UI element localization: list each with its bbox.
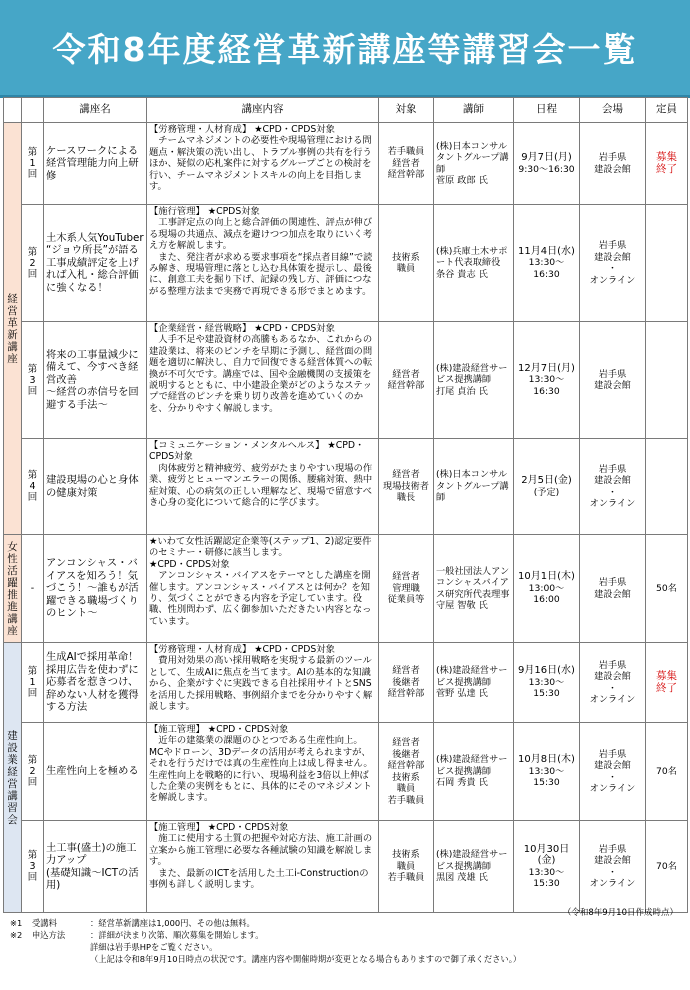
venue: 岩手県 建設会館 bbox=[580, 322, 646, 439]
category-label: 女性活躍推進講座 bbox=[7, 540, 18, 637]
content-category: 【コミュニケーション・メンタルヘルス】 ★CPD・CPDS対象 bbox=[149, 440, 365, 463]
content-description: 肉体疲労と精神疲労、疲労がたまりやすい現場の作業、疲労とヒューマンエラーの関係、腰痛対策、熱中症対策、心の病気の正しい理解など、現場で留意すべき心身の変化について総合的に学びます。 bbox=[149, 462, 373, 509]
note-fee: ※1 受講料 ：経営革新講座は1,000円、その他は無料。 bbox=[10, 918, 255, 928]
content-category: 【施工管理】 ★CPD・CPDS対象 bbox=[149, 822, 289, 833]
course-title: 建設現場の心と身体の健康対策 bbox=[44, 439, 147, 535]
session-number-text: - bbox=[30, 583, 35, 594]
category-cell bbox=[4, 643, 22, 913]
capacity: 募集 終了 bbox=[646, 123, 688, 205]
target-audience: 経営者 後継者 経営幹部 bbox=[379, 643, 434, 723]
category-cell bbox=[4, 123, 22, 535]
table-row bbox=[4, 123, 688, 205]
schedule bbox=[514, 821, 580, 913]
session-number-text: 第3回 bbox=[27, 363, 38, 397]
schedule bbox=[514, 205, 580, 322]
course-title: 生成AIで採用革命！採用広告を使わずに応募者を惹きつけ、辞めない人材を獲得する方法 bbox=[44, 643, 147, 723]
course-title: 将来の工事量減少に備えて、今すべき経営改善 ～経営の赤信号を回避する手法～ bbox=[44, 322, 147, 439]
table-row bbox=[4, 322, 688, 439]
table-row bbox=[4, 439, 688, 535]
target-audience: 経営者 経営幹部 bbox=[379, 322, 434, 439]
content-description: 人手不足や建設資材の高騰もあるなか、これからの建設業は、将来のピンチを早期に予測し、経営面の問題を適切に解決し、自力で回復できる経営体質への転換が不可欠です。講座では、国や金融機関の支援策を説明するとともに、中小建設企業がどのようなステップで経営のピンチを乗り切り改善を進めていくのかを、分かりやすく解説します。 bbox=[149, 334, 373, 414]
session-number bbox=[22, 535, 44, 643]
table-row bbox=[4, 205, 688, 322]
capacity: 70名 bbox=[646, 821, 688, 913]
header-target: 対象 bbox=[379, 98, 434, 123]
table-row bbox=[4, 723, 688, 821]
schedule-time: 13:30～16:30 bbox=[528, 257, 565, 280]
schedule bbox=[514, 322, 580, 439]
schedule-time: 13:30～15:30 bbox=[528, 676, 565, 700]
lecturer: (株)日本コンサルタントグループ講師 菅原 政郎 氏 bbox=[434, 123, 514, 205]
session-number-text: 第1回 bbox=[27, 147, 38, 180]
header-capacity: 定員 bbox=[646, 98, 688, 123]
note-hp: 詳細は岩手県HPをご覧ください。 bbox=[90, 942, 218, 952]
created-date-note: （令和8年9月10日作成時点） bbox=[562, 908, 678, 918]
target-audience: 経営者 後継者 経営幹部 技術系 職員 若手職員 bbox=[379, 723, 434, 821]
course-table bbox=[3, 97, 688, 913]
course-content bbox=[147, 723, 379, 821]
header-kai bbox=[22, 98, 44, 123]
lecturer: (株)日本コンサルタントグループ講師 bbox=[434, 439, 514, 535]
course-title: 生産性向上を極める bbox=[44, 723, 147, 821]
schedule bbox=[514, 643, 580, 723]
schedule-date: 9月7日(月) bbox=[521, 152, 572, 163]
content-category: 【企業経営・経営戦略】 ★CPD・CPDS対象 bbox=[149, 323, 335, 334]
session-number-text: 第4回 bbox=[27, 470, 38, 503]
header-category bbox=[4, 98, 22, 123]
schedule-time: 13:30～16:30 bbox=[528, 374, 565, 397]
session-number-text: 第2回 bbox=[27, 755, 38, 788]
lecturer: (株)建設経営サービス提携講師 黒図 茂雄 氏 bbox=[434, 821, 514, 913]
capacity: 70名 bbox=[646, 723, 688, 821]
header-venue: 会場 bbox=[580, 98, 646, 123]
target-audience: 技術系 職員 若手職員 bbox=[379, 821, 434, 913]
course-content bbox=[147, 205, 379, 322]
schedule-time: 13:30～15:30 bbox=[528, 765, 565, 789]
category-label: 建設業経営講習会 bbox=[7, 729, 18, 826]
capacity: 50名 bbox=[646, 535, 688, 643]
venue: 岩手県 建設会館 bbox=[580, 123, 646, 205]
header-lecturer: 講師 bbox=[434, 98, 514, 123]
schedule-date: 9月16日(水) bbox=[518, 665, 575, 677]
table-row bbox=[4, 535, 688, 643]
capacity: 募集 終了 bbox=[646, 643, 688, 723]
schedule-time: (予定) bbox=[533, 486, 560, 498]
session-number bbox=[22, 439, 44, 535]
course-title: アンコンシャス・バイアスを知ろう！気づこう！～誰もが活躍できる職場づくりのヒント～ bbox=[44, 535, 147, 643]
schedule bbox=[514, 123, 580, 205]
schedule-time: 13:30～15:30 bbox=[528, 866, 565, 889]
capacity bbox=[646, 205, 688, 322]
lecturer: (株)兵庫土木サポート代表取締役 条谷 貴志 氏 bbox=[434, 205, 514, 322]
schedule-date: 11月4日(水) bbox=[518, 245, 575, 257]
lecturer: (株)建設経営サービス提携講師 打尾 貞治 氏 bbox=[434, 322, 514, 439]
schedule-date: 2月5日(金) bbox=[521, 475, 572, 486]
venue: 岩手県 建設会館 ・ オンライン bbox=[580, 643, 646, 723]
schedule-date: 12月7日(月) bbox=[518, 362, 575, 374]
note-disclaimer: （上記は令和8年9月10日時点の状況です。講座内容や開催時期が変更となる場合もありますので御了承ください。） bbox=[90, 954, 522, 964]
session-number bbox=[22, 205, 44, 322]
lecturer: (株)建設経営サービス提携講師 石岡 秀貴 氏 bbox=[434, 723, 514, 821]
header-course-name: 講座名 bbox=[44, 98, 147, 123]
table-row bbox=[4, 821, 688, 913]
course-content bbox=[147, 821, 379, 913]
lecturer: (株)建設経営サービス提携講師 菅野 弘達 氏 bbox=[434, 643, 514, 723]
target-audience: 若手職員 経営者 経営幹部 bbox=[379, 123, 434, 205]
header-content: 講座内容 bbox=[147, 98, 379, 123]
venue: 岩手県 建設会館 ・ オンライン bbox=[580, 821, 646, 913]
category-label: 経営革新講座 bbox=[7, 292, 18, 365]
session-number-text: 第3回 bbox=[27, 850, 38, 883]
schedule bbox=[514, 723, 580, 821]
header-schedule: 日程 bbox=[514, 98, 580, 123]
session-number bbox=[22, 821, 44, 913]
target-audience: 経営者 現場技術者 職長 bbox=[379, 439, 434, 535]
course-content bbox=[147, 439, 379, 535]
venue: 岩手県 建設会館 ・ オンライン bbox=[580, 723, 646, 821]
course-title: ケースワークによる経営管理能力向上研修 bbox=[44, 123, 147, 205]
course-title: 土木系人気YouTuber “ジョウ所長”が語る 工事成績評定を上げれば入札・総合評価に強くなる！ bbox=[44, 205, 147, 322]
content-category: ★いわて女性活躍認定企業等(ステップ1、2)認定要件のセミナー・研修に該当します。 ★CPD・CPDS対象 bbox=[149, 536, 372, 570]
schedule bbox=[514, 535, 580, 643]
session-number bbox=[22, 322, 44, 439]
venue: 岩手県 建設会館 ・ オンライン bbox=[580, 205, 646, 322]
schedule bbox=[514, 439, 580, 535]
content-description: アンコンシャス・バイアスをテーマとした講座を開催します。アンコンシャス・バイアスとは何か？を知り、気づくことができる内容を予定しています。役職、性別問わず、広く御参加いただきたい内容となっています。 bbox=[149, 570, 372, 627]
category-cell bbox=[4, 535, 22, 643]
session-number-text: 第1回 bbox=[27, 666, 38, 699]
session-number-text: 第2回 bbox=[27, 246, 38, 280]
schedule-time: 13:00～16:00 bbox=[528, 582, 565, 606]
content-description: 費用対効果の高い採用戦略を実現する最新のツールとして、生成AIに焦点を当てます。AIの基本的な知識から、企業がすぐに実践できる自社採用サイトとSNSを活用した採用戦略、事例紹介までを分かりやすく解説します。 bbox=[149, 655, 373, 713]
session-number bbox=[22, 643, 44, 723]
target-audience: 技術系 職員 bbox=[379, 205, 434, 322]
table-row bbox=[4, 643, 688, 723]
content-category: 【労務管理・人材育成】 ★CPD・CPDS対象 bbox=[149, 644, 335, 655]
page-title: 令和8年度経営革新講座等講習会一覧 bbox=[52, 30, 638, 69]
footnotes bbox=[10, 905, 680, 965]
title-banner bbox=[0, 0, 690, 98]
content-description: 近年の建築業の課題のひとつである生産性向上。MCやドローン、3Dデータの活用が考えられますが、それを行うだけでは真の生産性向上は成し得ません。生産性向上を戦略的に行い、現場利益を3倍以上伸ばした企業の実例をもとに、具体的にそのマネジメントを解説します。 bbox=[149, 735, 373, 804]
lecturer: 一般社団法人アンコンシャスバイアス研究所代表理事 守屋 智敬 氏 bbox=[434, 535, 514, 643]
session-number bbox=[22, 123, 44, 205]
content-description: 工事評定点の向上と総合評価の関連性、評点が伸びる現場の共通点、減点を避けつつ加点を取りにいく考え方を解説します。 また、発注者が求める要求事項を“採点者目線”で読み解き、現場管理に落とし込む具体策を提示し、最後に、創意工夫を掘り下げ、記録の残し方、評価につながる整理方法まで実務で再現できる形でまとめます。 bbox=[149, 217, 373, 297]
session-number bbox=[22, 723, 44, 821]
content-category: 【施工管理】 ★CPD・CPDS対象 bbox=[149, 724, 289, 735]
content-category: 【施行管理】 ★CPDS対象 bbox=[149, 206, 260, 217]
course-content bbox=[147, 322, 379, 439]
venue: 岩手県 建設会館 bbox=[580, 535, 646, 643]
note-application: ※2 申込方法 ：詳細が決まり次第、順次募集を開始します。 bbox=[10, 930, 264, 940]
schedule-date: 10月1日(木) bbox=[518, 571, 575, 583]
course-content bbox=[147, 123, 379, 205]
content-description: チームマネジメントの必要性や現場管理における問題点・解決策の洗い出し、トラブル事例の共有を行うほか、疑似の応札案件に対するグループごとの検討を行い、チームマネジメントスキルの向上を目指します。 bbox=[149, 135, 372, 193]
table-header-row bbox=[4, 98, 688, 123]
schedule-date: 10月8日(木) bbox=[518, 754, 575, 766]
content-description: 施工に使用する土質の把握や対応方法、施工計画の立案から施工管理に必要な各種試験の知識を解説します。 また、最新のICTを活用した土工i-Constructionの事例も詳しく説明します。 bbox=[149, 833, 373, 891]
capacity bbox=[646, 322, 688, 439]
course-content bbox=[147, 643, 379, 723]
course-title: 土工事(盛土)の施工力アップ (基礎知識～ICTの活用) bbox=[44, 821, 147, 913]
schedule-time: 9:30～16:30 bbox=[518, 163, 575, 175]
venue: 岩手県 建設会館 ・ オンライン bbox=[580, 439, 646, 535]
capacity bbox=[646, 439, 688, 535]
course-content bbox=[147, 535, 379, 643]
target-audience: 経営者 管理職 従業員等 bbox=[379, 535, 434, 643]
schedule-date: 10月30日(金) bbox=[523, 843, 570, 866]
content-category: 【労務管理・人材育成】 ★CPD・CPDS対象 bbox=[149, 124, 335, 135]
